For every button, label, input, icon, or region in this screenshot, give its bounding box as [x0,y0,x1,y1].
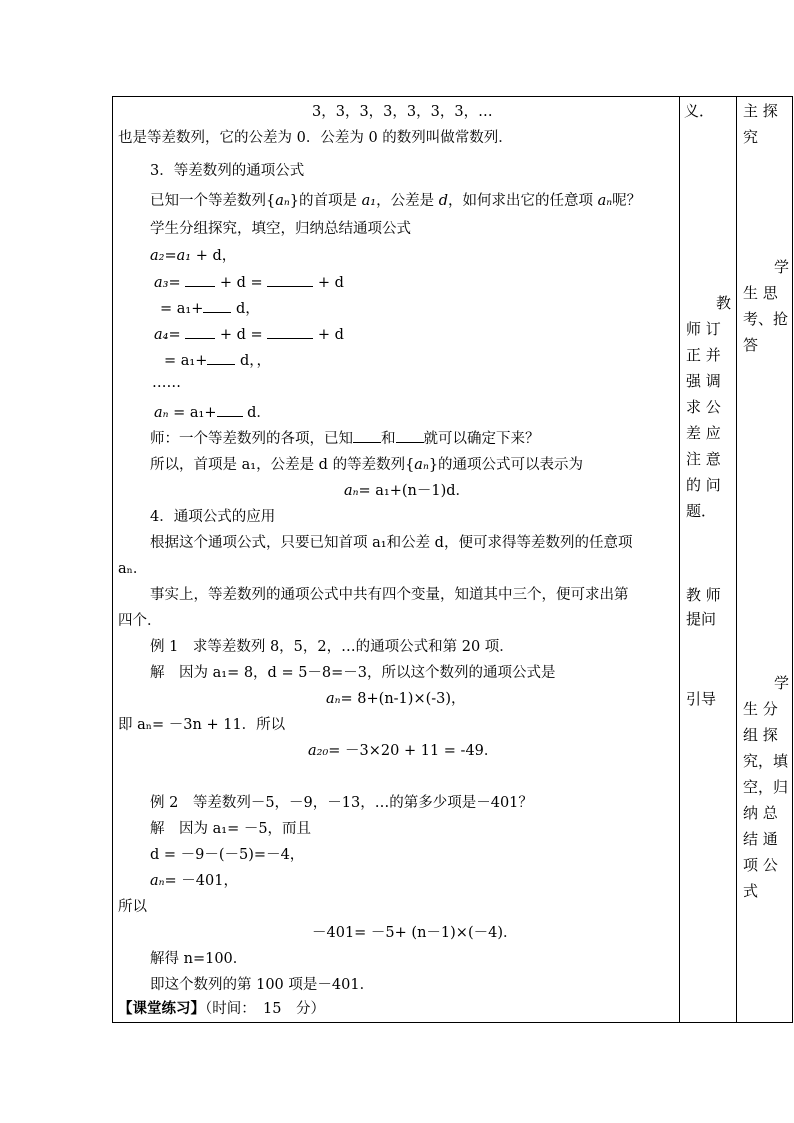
teacher-note: 提问 [686,610,717,628]
blank[interactable] [267,324,313,339]
teacher-note: 正 并 [686,346,721,364]
blank[interactable] [267,272,313,287]
student-note: 空，归 [743,778,789,796]
teacher-note: 注 意 [686,450,721,468]
formula-an: aₙ = a₁+ d． [154,402,271,423]
student-note: 纳 总 [743,804,778,822]
student-note: 项 公 [743,856,778,874]
blank[interactable] [207,350,235,365]
formula-a3-expanded: = a₁+ d， [160,298,260,319]
text-line: 即 aₙ= －3n + 11．所以 [118,717,286,733]
student-note: 答 [743,336,759,354]
student-note: 考、抢 [743,310,789,328]
column-divider-1 [679,97,680,1022]
section-heading: 3．等差数列的通项公式 [150,163,305,179]
teacher-note: 教 [716,294,732,312]
student-note: 主 探 [743,102,778,120]
blank[interactable] [217,402,243,417]
teacher-note: 求 公 [686,398,721,416]
teacher-note: 义． [684,102,715,120]
formula-a4: a₄= + d = + d [154,324,344,345]
student-note: 生 分 [743,700,778,718]
student-note: 究，填 [743,752,789,770]
column-divider-2 [736,97,737,1022]
formula-a3: a₃= + d = + d [154,272,344,293]
student-note: 结 通 [743,830,778,848]
text-line: 学生分组探究，填空，归纳总结通项公式 [150,221,411,237]
general-term-formula: aₙ= a₁+(n－1)d． [344,483,471,499]
text-line: 也是等差数列，它的公差为 0．公差为 0 的数列叫做常数列． [118,130,513,146]
teacher-question: 师：一个等差数列的各项，已知 和 就可以确定下来？ [150,428,540,449]
blank[interactable] [185,324,215,339]
text-line: 即这个数列的第 100 项是－401． [150,977,375,993]
blank[interactable] [203,298,231,313]
teacher-note: 师 订 [686,320,721,338]
student-note: 组 探 [743,726,778,744]
teacher-note: 的 问 [686,476,721,494]
teacher-note: 引导 [686,690,717,708]
text-line: aₙ= －401， [150,873,238,889]
example-2: 例 2 等差数列－5，－9，－13，…的第多少项是－401？ [150,795,533,811]
teacher-note: 强 调 [686,372,721,390]
question-line: 已知一个等差数列{aₙ}的首项是 a₁，公差是 d，如何求出它的任意项 aₙ呢？ [150,193,642,209]
text-line: 所以，首项是 a₁，公差是 d 的等差数列{aₙ}的通项公式可以表示为 [150,457,584,473]
formula-line: aₙ= 8+(n-1)×(-3)， [326,691,466,707]
teacher-note: 差 应 [686,424,721,442]
formula-line: a₂₀= －3×20 + 11 = -49． [308,743,499,759]
blank[interactable] [353,428,381,443]
text-line: aₙ． [118,561,148,577]
text-line: 根据这个通项公式，只要已知首项 a₁和公差 d，便可求得等差数列的任意项 [150,535,633,551]
solution-2: 解 因为 a₁= －5，而且 [150,821,312,837]
text-line: d = －9－(－5)=－4， [150,847,305,863]
text-line: 所以 [118,899,147,915]
teacher-note: 教 师 [686,586,721,604]
example-1: 例 1 求等差数列 8，5，2，…的通项公式和第 20 项． [150,639,514,655]
student-note: 学 [774,258,790,276]
text-line: 解得 n=100． [150,951,248,967]
blank[interactable] [396,428,424,443]
blank[interactable] [185,272,215,287]
text-line: 四个． [118,613,162,629]
student-note: 究 [743,128,759,146]
solution-1: 解 因为 a₁= 8，d = 5－8=－3，所以这个数列的通项公式是 [150,665,556,681]
text-line: 事实上，等差数列的通项公式中共有四个变量，知道其中三个，便可求出第 [150,587,629,603]
student-note: 式 [743,882,759,900]
section-heading: 4．通项公式的应用 [150,509,276,525]
constant-sequence-example: 3，3，3，3，3，3，3，… [312,104,493,120]
student-note: 生 思 [743,284,778,302]
formula-a4-expanded: = a₁+ d，， [164,350,271,371]
student-note: 学 [774,674,790,692]
teacher-note: 题． [686,502,717,520]
ellipsis-line: …… [152,375,181,391]
formula-line: －401= －5+ (n－1)×(－4)． [312,925,518,941]
practice-heading: 【课堂练习】（时间： 15 分） [118,1000,325,1017]
formula-a2: a₂=a₁ + d， [150,248,237,264]
